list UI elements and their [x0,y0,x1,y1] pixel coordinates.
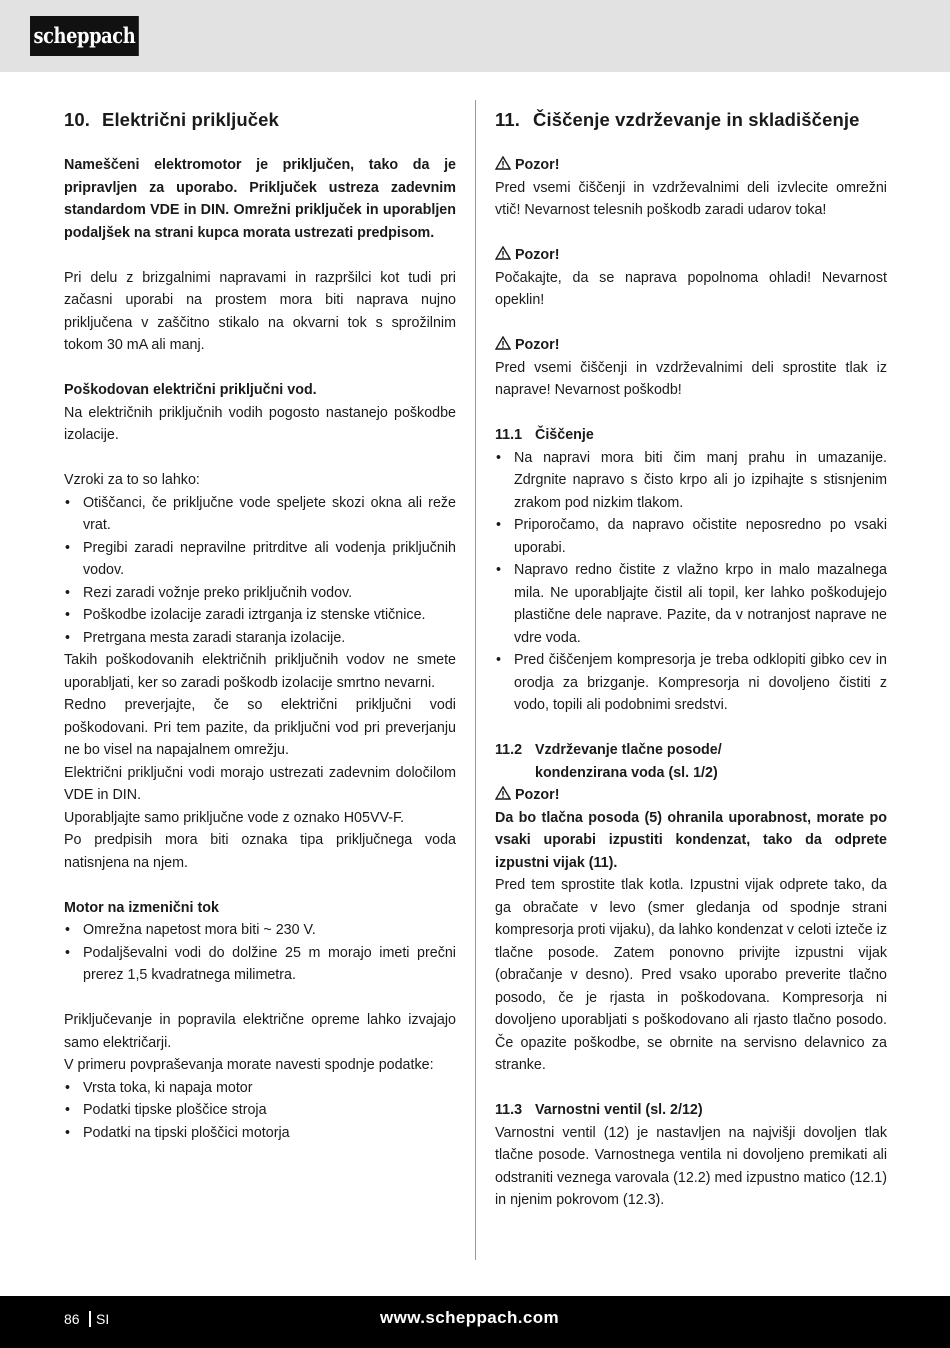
footer-separator [89,1311,91,1327]
warning-text: Počakajte, da se naprava popolnoma ohladi! Nevarnost opeklin! [495,269,887,308]
left-column [64,100,456,1144]
intro-bold-paragraph: Nameščeni elektromotor je priključen, tako da je pripravljen za uporabo. Priključek ustreza zadevnim standardom VDE in DIN. Omrežni priključek in uporabljen podaljšek na strani kupca morata ustrezati predpisom. [64,157,456,241]
warning-triangle-icon [495,786,511,800]
page-number: 86 [64,1311,80,1327]
warning-label: Pozor! [495,334,887,357]
list-item: • Vrsta toka, ki napaja motor [65,1079,253,1096]
warning-triangle-icon [495,336,511,350]
warning-label: Pozor! [495,154,887,177]
causes-list [64,492,456,650]
list-item: • Na napravi mora biti čim manj prahu in umazanije. Zdrgnite napravo s čisto krpo ali jo izpihajte s stisnjenim zrakom pod nizkim tlakom. [496,449,887,511]
motor-title: Motor na izmenični tok [64,899,219,916]
section-11-heading: 11. Čiščenje vzdrževanje in skladiščenje [495,109,860,130]
list-item: • Napravo redno čistite z vlažno krpo in malo mazalnega mila. Ne uporabljajte čistil ali topil, ker lahko poškodujejo plastične dele naprave. Pazite, da v notranjost naprave ne vdre voda. [496,562,887,646]
causes-intro: Vzroki za to so lahko: [64,472,200,488]
inquiry-paragraph: V primeru povpraševanja morate navesti spodnje podatke: [64,1057,434,1073]
list-item: • Pred čiščenjem kompresorja je treba odklopiti gibko cev in orodja za brizganje. Kompresorja ni dovoljeno čistiti z vodo, topili ali podobnimi sredstvi. [496,652,887,713]
cleaning-list [495,447,887,717]
warning-label: Pozor! [495,244,887,267]
section-11-2-heading: 11.2 Vzdrževanje tlačne posode/ [495,742,722,758]
section-11-1-heading: 11.1 Čiščenje [495,427,594,443]
list-item: • Omrežna napetost mora biti ~ 230 V. [65,922,316,938]
motor-list [64,919,456,987]
safety-valve-text: Varnostni ventil (12) je nastavljen na najvišji dovoljen tlak tlačne posode. Varnostnega ventila ni dovoljeno premikati ali odstraniti veznega varovala (12.2) med izpustno matico (12.1) in njenim pokrovom (12.3). [495,1124,887,1208]
condensate-bold-text: Da bo tlačna posoda (5) ohranila uporabnost, morate po vsaki uporabi izpustiti kondenzat, tako da odprete izpustni vijak (11). [495,809,887,871]
column-divider [475,100,476,1260]
list-item: • Podaljševalni vodi do dolžine 25 m morajo imeti prečni prerez 1,5 kvadratnega milimetra. [65,944,456,983]
list-item: • Pretrgana mesta zaradi staranja izolacije. [65,629,346,646]
repair-paragraph: Priključevanje in popravila električne opreme lahko izvajajo samo električarji. [64,1012,456,1051]
section-10-heading: 10. Električni priključek [64,109,279,130]
paragraph: Uporabljajte samo priključne vode z oznako H05VV-F. [64,809,405,826]
list-item: • Podatki tipske ploščice stroja [65,1102,267,1118]
damaged-cable-text: Na električnih priključnih vodih pogosto nastanejo poškodbe izolacije. [64,404,456,443]
section-11-2-heading-continued: kondenzirana voda (sl. 1/2) [535,764,718,781]
list-item: • Pregibi zaradi nepravilne pritrditve ali vodenja priključnih vodov. [65,539,456,578]
paragraph: Takih poškodovanih električnih priključnih vodov ne smete uporabljati, ker so zaradi poškodb izolacije smrtno nevarni. [64,652,456,691]
list-item: • Otiščanci, če priključne vode speljete skozi okna ali reže vrat. [65,494,456,533]
warning-text: Pred vsemi čiščenji in vzdrževalnimi deli sprostite tlak iz naprave! Nevarnost poškodb! [495,359,887,398]
list-item: • Priporočamo, da napravo očistite neposredno po vsaki uporabi. [496,517,887,556]
warning-label: Pozor! [495,784,887,807]
warning-text: Pred vsemi čiščenji in vzdrževalnimi deli izvlecite omrežni vtič! Nevarnost telesnih poškodb zaradi udarov toka! [495,179,887,218]
list-item: • Podatki na tipski ploščici motorja [65,1124,290,1141]
warning-triangle-icon [495,246,511,260]
footer-bar [0,1296,950,1348]
spray-paragraph: Pri delu z brizgalnimi napravami in razpršilci kot tudi pri začasni uporabi na prostem mora biti naprava nujno priključena v zaščitno stikalo na okvarni tok s sprožilnim tokom 30 mA ali manj. [64,269,456,353]
paragraph: Električni priključni vodi morajo ustrezati zadevnim določilom VDE in DIN. [64,764,456,803]
paragraph: Po predpisih mora biti oznaka tipa priključnega voda natisnjena na njem. [64,832,456,871]
paragraph: Redno preverjajte, če so električni priključni vodi poškodovani. Pri tem pazite, da priključni vod pri preverjanju ne bo visel na napajalnem omrežju. [64,697,456,758]
brand-logo[interactable]: scheppach [30,16,139,56]
warning-triangle-icon [495,156,511,170]
condensate-text: Pred tem sprostite tlak kotla. Izpustni vijak odprete tako, da ga obračate v levo (smer gledanja od spodnje strani kompresorja proti vijaku), da lahko kondenzat v celoti izteče iz tlačne posode. Zatem ponovno privijte izpustni vijak (obračanje v desno). Pred vsako uporabo preverite tlačno posodo, če je rjasta in poškodovana. Kompresorja ni dovoljeno uporabljati s poškodovano ali rjasto tlačno posodo. Če opazite poškodbe, se obrnite na servisno delavnico za stranke. [495,877,887,1073]
list-item: • Rezi zaradi vožnje preko priključnih vodov. [65,584,353,601]
list-item: • Poškodbe izolacije zaradi iztrganja iz stenske vtičnice. [65,607,426,623]
header-band [0,0,950,72]
language-code: SI [96,1311,110,1327]
website-link[interactable]: www.scheppach.com [380,1308,560,1327]
inquiry-list [64,1077,456,1145]
section-11-3-heading: 11.3 Varnostni ventil (sl. 2/12) [495,1102,703,1118]
damaged-cable-title: Poškodovan električni priključni vod. [64,382,317,398]
right-column [495,100,887,1212]
